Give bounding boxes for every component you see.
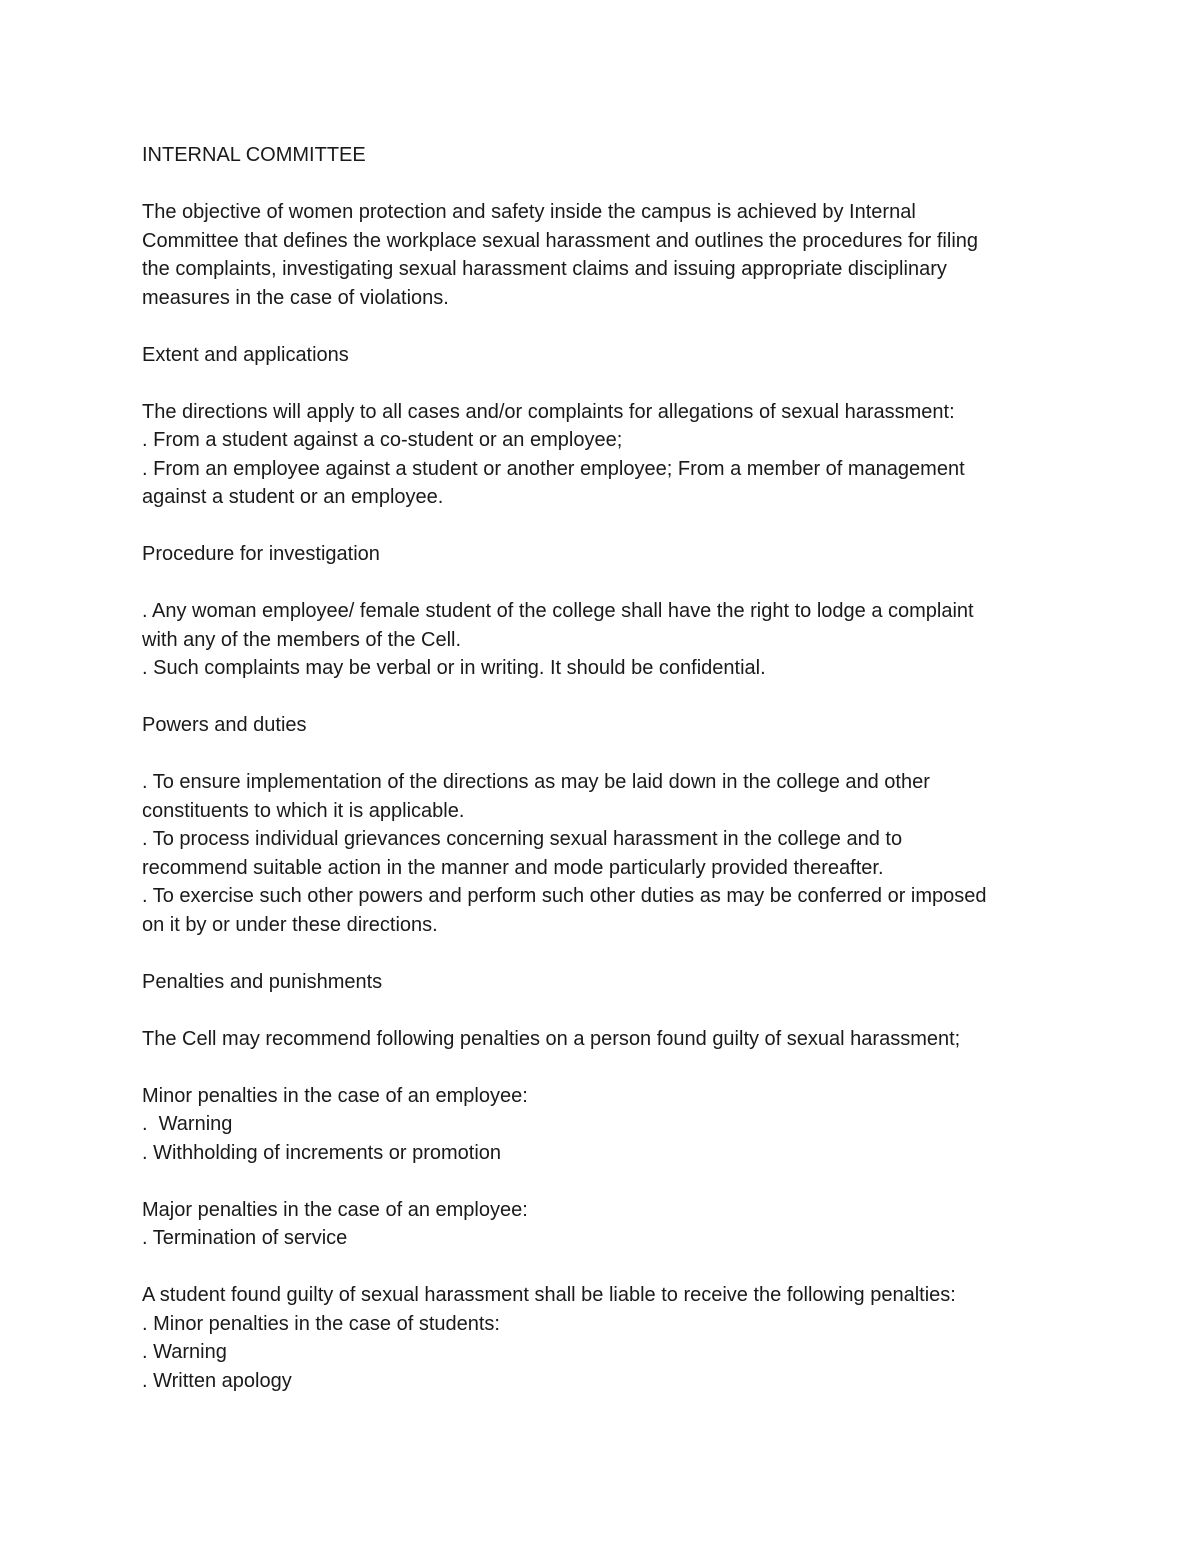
powers-line: on it by or under these directions.: [142, 913, 438, 936]
spacer: [142, 512, 1072, 541]
spacer: [142, 683, 1072, 712]
extent-line: against a student or an employee.: [142, 486, 444, 508]
extent-line: The directions will apply to all cases and/or complaints for allegations of sexual harassment:: [142, 400, 955, 423]
intro-line: Committee that defines the workplace sexual harassment and outlines the procedures for filing: [142, 229, 979, 252]
procedure-paragraph: [142, 597, 1072, 683]
document-body: [142, 141, 1072, 1395]
spacer: [142, 312, 1072, 341]
list-item: . Warning: [142, 1113, 233, 1135]
section-heading-penalties: Penalties and punishments: [142, 970, 383, 993]
intro-line: The objective of women protection and safety inside the campus is achieved by Internal: [142, 201, 916, 223]
extent-line: . From an employee against a student or another employee; From a member of management: [142, 457, 965, 480]
spacer: [142, 1253, 1072, 1282]
spacer: [142, 1167, 1072, 1196]
spacer: [142, 740, 1072, 769]
list-item: . Minor penalties in the case of students:: [142, 1312, 500, 1335]
list-item: . Warning: [142, 1341, 227, 1363]
spacer: [142, 1053, 1072, 1082]
intro-line: measures in the case of violations.: [142, 286, 449, 309]
minor-employee-heading: Minor penalties in the case of an employee:: [142, 1084, 528, 1107]
powers-line: . To ensure implementation of the directions as may be laid down in the college and other: [142, 771, 930, 793]
spacer: [142, 939, 1072, 968]
procedure-line: . Any woman employee/ female student of the college shall have the right to lodge a complaint: [142, 600, 974, 622]
powers-line: . To exercise such other powers and perform such other duties as may be conferred or imposed: [142, 885, 987, 907]
student-penalties-heading: A student found guilty of sexual harassment shall be liable to receive the following penalties:: [142, 1284, 956, 1306]
extent-line: . From a student against a co-student or an employee;: [142, 429, 623, 451]
intro-line: the complaints, investigating sexual harassment claims and issuing appropriate disciplinary: [142, 258, 947, 280]
spacer: [142, 369, 1072, 398]
spacer: [142, 569, 1072, 598]
spacer: [142, 996, 1072, 1025]
list-item: . Written apology: [142, 1369, 292, 1392]
document-title: INTERNAL COMMITTEE: [142, 144, 366, 166]
list-item: . Termination of service: [142, 1227, 348, 1249]
intro-paragraph: [142, 198, 1072, 312]
section-heading-procedure: Procedure for investigation: [142, 543, 380, 565]
minor-employee-penalties: [142, 1082, 1072, 1168]
section-heading-powers: Powers and duties: [142, 714, 307, 736]
procedure-line: . Such complaints may be verbal or in writing. It should be confidential.: [142, 657, 766, 679]
powers-line: recommend suitable action in the manner and mode particularly provided thereafter.: [142, 856, 884, 879]
list-item: . Withholding of increments or promotion: [142, 1141, 502, 1164]
powers-line: . To process individual grievances concerning sexual harassment in the college and to: [142, 828, 903, 850]
spacer: [142, 170, 1072, 199]
section-heading-extent: Extent and applications: [142, 343, 349, 366]
major-employee-penalties: [142, 1196, 1072, 1253]
powers-line: constituents to which it is applicable.: [142, 799, 465, 822]
student-penalties: [142, 1281, 1072, 1395]
penalties-intro: The Cell may recommend following penalties on a person found guilty of sexual harassment;: [142, 1027, 961, 1050]
powers-paragraph: [142, 768, 1072, 939]
extent-paragraph: [142, 398, 1072, 512]
procedure-line: with any of the members of the Cell.: [142, 628, 462, 651]
major-employee-heading: Major penalties in the case of an employee:: [142, 1198, 528, 1221]
